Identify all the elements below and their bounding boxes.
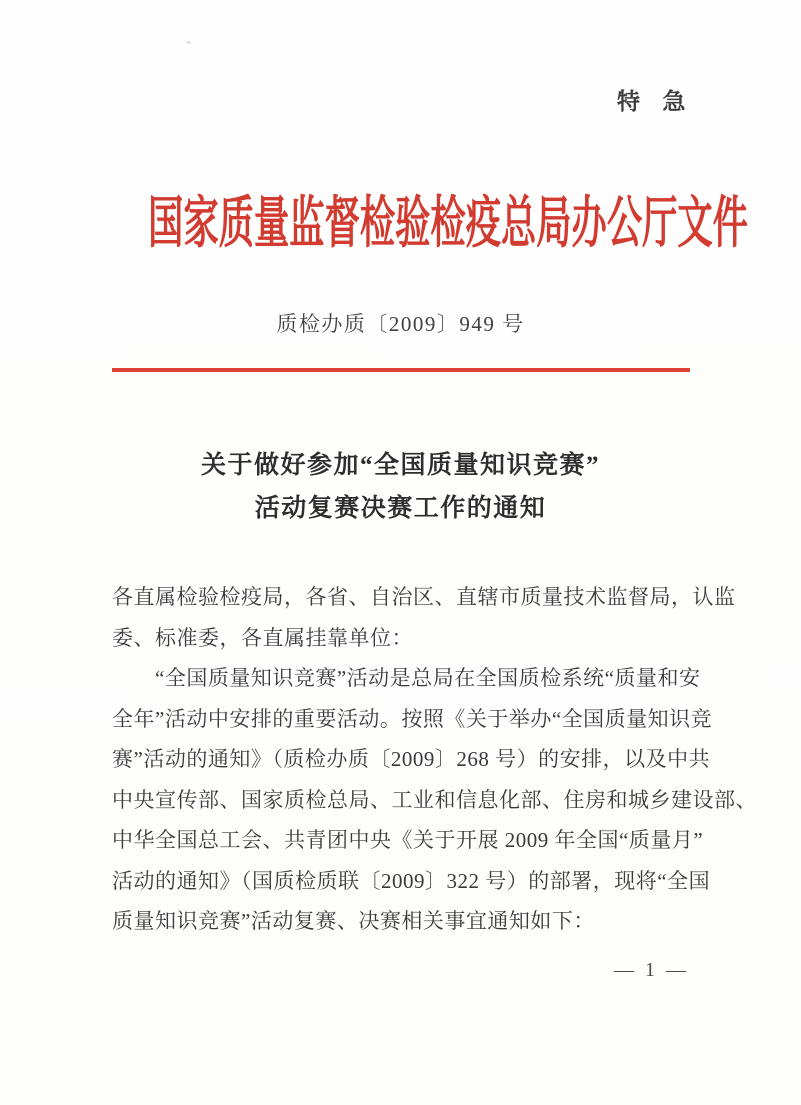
recipient-line: 委、标准委，各直属挂靠单位： — [112, 625, 413, 650]
body-paragraph-line: 中华全国总工会、共青团中央《关于开展 2009 年全国“质量月” — [112, 828, 704, 852]
body-paragraph-line: 中央宣传部、国家质检总局、工业和信息化部、住房和城乡建设部、 — [112, 787, 757, 812]
document-title-line2: 活动复赛决赛工作的通知 — [254, 495, 547, 522]
recipient-line: 各直属检验检疫局，各省、自治区、直辖市质量技术监督局，认监 — [112, 585, 736, 609]
document-title — [0, 444, 801, 530]
page-number: — 1 — — [614, 959, 689, 981]
body-paragraph-line: 活动的通知》（国质检质联〔2009〕322 号）的部署，现将“全国 — [112, 868, 711, 893]
body-paragraph-line: 质量知识竞赛”活动复赛、决赛相关事宜通知如下： — [112, 909, 595, 933]
scan-artifact — [186, 41, 191, 44]
document-number: 质检办质〔2009〕949 号 — [276, 312, 525, 336]
body-paragraph-line: “全国质量知识竞赛”活动是总局在全国质检系统“质量和安 — [155, 666, 701, 690]
body-paragraph-line: 赛”活动的通知》（质检办质〔2009〕268 号）的安排，以及中共 — [112, 747, 711, 771]
body-paragraph-line: 全年”活动中安排的重要活动。按照《关于举办“全国质量知识竞 — [112, 706, 713, 731]
document-body — [112, 577, 757, 942]
document-title-line1: 关于做好参加“全国质量知识竞赛” — [200, 452, 600, 479]
urgency-label: 特 急 — [617, 88, 694, 114]
letterhead-title: 国家质量监督检验检疫总局办公厅文件 — [148, 193, 748, 255]
red-divider-line — [112, 368, 690, 372]
